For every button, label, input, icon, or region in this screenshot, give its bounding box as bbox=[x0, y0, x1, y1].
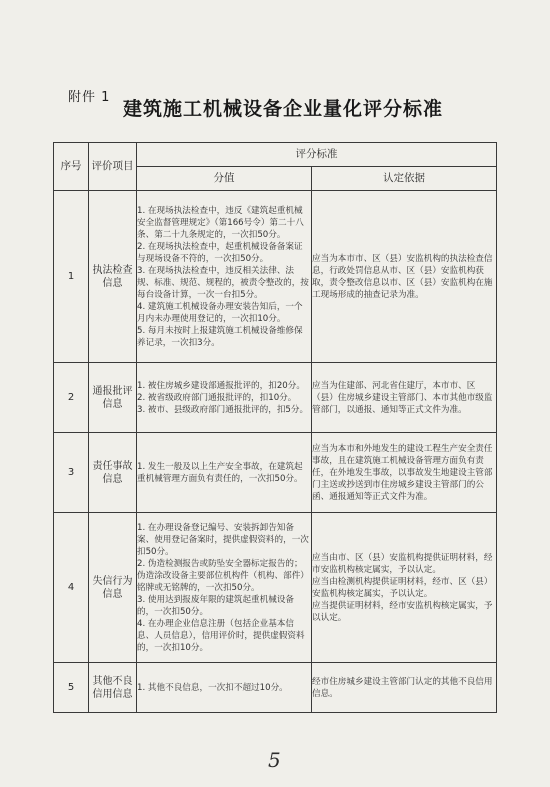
row-score: 1. 在现场执法检查中，违反《建筑起重机械安全监督管理规定》（第166号令）第二十八条、第二十九条规定的，一次扣50分。 2. 在现场执法检查中，起重机械设备备案证与现场设备不符的，一次扣50分。 3. 在现场执法检查中，违反相关法律、法规、标准、规范、规程的，被责令整改的，按每台设备计算，一次一台扣5分。 4. 建筑施工机械设备办理安装告知后，一个月内未办理使用登记的，一次扣10分。 5. 每月未按时上报建筑施工机械设备维修保养记录，一次扣3分。 bbox=[137, 191, 312, 363]
row-item: 执法检查信息 bbox=[89, 191, 137, 363]
row-score: 1. 发生一般及以上生产安全事故，在建筑起重机械管理方面负有责任的，一次扣50分。 bbox=[137, 433, 312, 513]
row-item: 通报批评信息 bbox=[89, 363, 137, 433]
row-item: 失信行为信息 bbox=[89, 513, 137, 663]
row-item: 其他不良信用信息 bbox=[89, 663, 137, 713]
table-row bbox=[54, 433, 497, 513]
row-seq: 2 bbox=[54, 363, 89, 433]
attachment-label: 附件 1 bbox=[68, 90, 111, 105]
document-title: 建筑施工机械设备企业量化评分标准 bbox=[122, 98, 443, 120]
row-score: 1. 被住房城乡建设部通报批评的，扣20分。 2. 被省级政府部门通报批评的，扣10分。 3. 被市、县级政府部门通报批评的，扣5分。 bbox=[137, 363, 312, 433]
table-row bbox=[54, 363, 497, 433]
row-basis: 应当为本市和外地发生的建设工程生产安全责任事故，且在建筑施工机械设备管理方面负有责任，在外地发生事故，以事故发生地建设主管部门主送或抄送到市住房城乡建设主管部门的公函、通报通知等正式文件为准。 bbox=[312, 433, 497, 513]
page-number: 5 bbox=[268, 748, 281, 772]
header-seq: 序号 bbox=[54, 143, 89, 191]
table-row bbox=[54, 513, 497, 663]
header-basis: 认定依据 bbox=[312, 167, 497, 191]
row-seq: 5 bbox=[54, 663, 89, 713]
scoring-table bbox=[53, 142, 497, 713]
row-seq: 1 bbox=[54, 191, 89, 363]
row-basis: 应当为住建部、河北省住建厅，本市市、区（县）住房城乡建设主管部门、本市其他市级监管部门，以通报、通知等正式文件为准。 bbox=[312, 363, 497, 433]
header-criteria: 评分标准 bbox=[137, 143, 497, 167]
row-score: 1. 在办理设备登记编号、安装拆卸告知备案、使用登记备案时，提供虚假资料的，一次扣50分。 2. 伪造检测报告或防坠安全器标定报告的；伪造涂改设备主要部位机构件（机构、部件）铭牌或无铭牌的，一次扣50分。 3. 使用达到报废年限的建筑起重机械设备的，一次扣50分。 4. 在办理企业信息注册（包括企业基本信息、人员信息），信用评价时，提供虚假资料的，一次扣10分。 bbox=[137, 513, 312, 663]
row-seq: 4 bbox=[54, 513, 89, 663]
row-basis: 经市住房城乡建设主管部门认定的其他不良信用信息。 bbox=[312, 663, 497, 713]
row-score: 1. 其他不良信息，一次扣不超过10分。 bbox=[137, 663, 312, 713]
table-row bbox=[54, 663, 497, 713]
row-item: 责任事故信息 bbox=[89, 433, 137, 513]
header-item: 评价项目 bbox=[89, 143, 137, 191]
row-basis: 应当为本市市、区（县）安监机构的执法检查信息，行政处罚信息从市、区（县）安监机构获取，责令整改信息以市、区（县）安监机构在施工现场形成的抽查记录为准。 bbox=[312, 191, 497, 363]
table-row bbox=[54, 191, 497, 363]
header-score: 分值 bbox=[137, 167, 312, 191]
row-seq: 3 bbox=[54, 433, 89, 513]
table-header-row bbox=[54, 143, 497, 167]
row-basis: 应当由市、区（县）安监机构提供证明材料，经市安监机构核定属实，予以认定。 应当由检测机构提供证明材料，经市、区（县）安监机构核定属实，予以认定。 应当提供证明材料，经市安监机构核定属实，予以认定。 bbox=[312, 513, 497, 663]
